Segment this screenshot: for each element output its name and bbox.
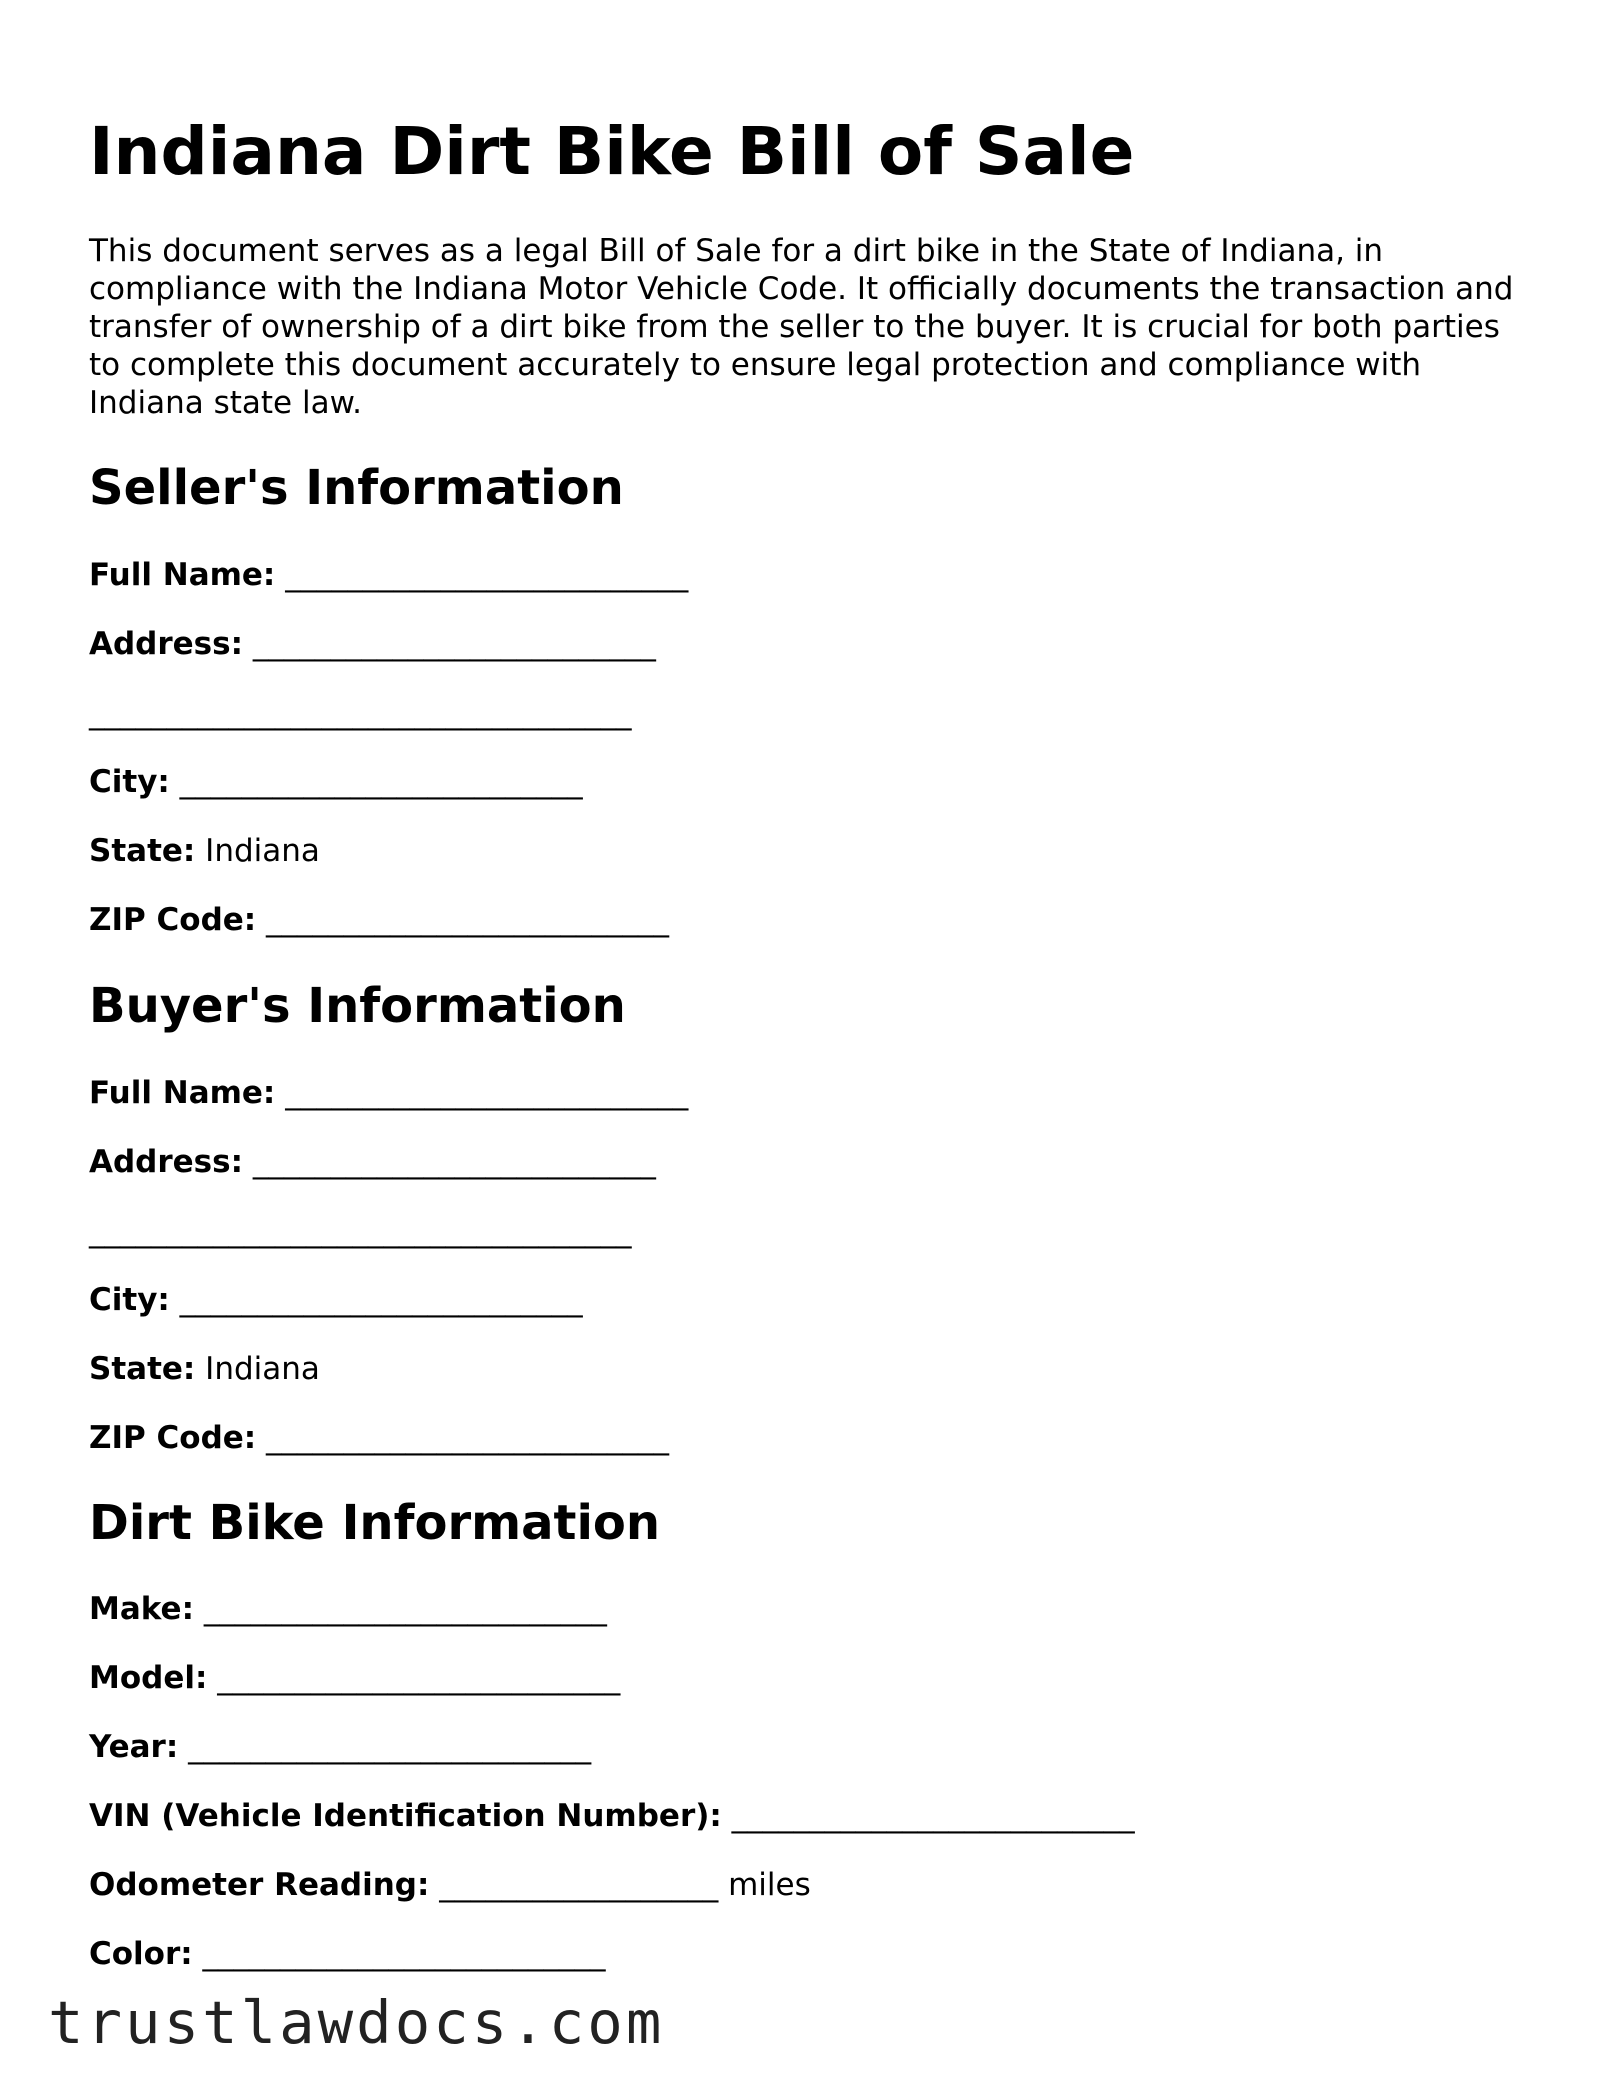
seller-city-label: City: (89, 764, 170, 800)
seller-address-field (89, 624, 656, 664)
seller-state-label: State: (89, 833, 196, 869)
buyer-zip-field (89, 1418, 669, 1458)
bike-odometer-label: Odometer Reading: (89, 1867, 430, 1903)
bike-make-label: Make: (89, 1591, 194, 1627)
bike-odometer-unit: miles (728, 1867, 811, 1903)
buyer-state-label: State: (89, 1351, 196, 1387)
seller-full-name-field (89, 555, 688, 595)
bike-odometer-blank[interactable]: __________________ (439, 1867, 719, 1903)
buyer-city-label: City: (89, 1282, 170, 1318)
buyer-full-name-label: Full Name: (89, 1075, 276, 1111)
buyer-zip-label: ZIP Code: (89, 1420, 257, 1456)
seller-state-value: Indiana (205, 833, 320, 869)
intro-paragraph: This document serves as a legal Bill of Sale for a dirt bike in the State of Indiana, in compliance with the Indiana Motor Vehicle Code. It officially documents the transaction and transfer of ownership of a dirt bike from the seller to the buyer. It is crucial for both parties to complete this document accurately to ensure legal protection and compliance with Indiana state law. (89, 233, 1514, 421)
seller-zip-blank[interactable]: __________________________ (266, 902, 670, 938)
buyer-city-blank[interactable]: __________________________ (179, 1282, 583, 1318)
bike-year-field (89, 1727, 591, 1767)
bike-heading: Dirt Bike Information (89, 1495, 661, 1551)
seller-city-blank[interactable]: __________________________ (179, 764, 583, 800)
buyer-full-name-field (89, 1073, 688, 1113)
seller-address-line2-field (89, 693, 632, 733)
bike-make-field (89, 1589, 607, 1629)
bike-year-label: Year: (89, 1729, 179, 1765)
seller-city-field (89, 762, 583, 802)
seller-address-line2-blank[interactable]: ___________________________________ (89, 695, 632, 731)
buyer-full-name-blank[interactable]: __________________________ (285, 1075, 689, 1111)
bike-make-blank[interactable]: __________________________ (203, 1591, 607, 1627)
seller-zip-field (89, 900, 669, 940)
buyer-state-value: Indiana (205, 1351, 320, 1387)
seller-full-name-blank[interactable]: __________________________ (285, 557, 689, 593)
buyer-address-blank[interactable]: __________________________ (252, 1144, 656, 1180)
seller-state-field (89, 831, 320, 871)
bike-vin-label: VIN (Vehicle Identification Number): (89, 1798, 722, 1834)
buyer-address-field (89, 1142, 656, 1182)
bike-model-blank[interactable]: __________________________ (217, 1660, 621, 1696)
buyer-zip-blank[interactable]: __________________________ (266, 1420, 670, 1456)
buyer-state-field (89, 1349, 320, 1389)
bike-model-label: Model: (89, 1660, 208, 1696)
bike-vin-field (89, 1796, 1135, 1836)
buyer-heading: Buyer's Information (89, 978, 626, 1034)
buyer-address-label: Address: (89, 1144, 243, 1180)
bike-color-field (89, 1934, 606, 1974)
page-title: Indiana Dirt Bike Bill of Sale (89, 113, 1135, 190)
buyer-address-line2-field (89, 1211, 632, 1251)
watermark: trustlawdocs.com (48, 1988, 665, 2057)
bike-model-field (89, 1658, 620, 1698)
seller-heading: Seller's Information (89, 460, 624, 516)
bike-vin-blank[interactable]: __________________________ (731, 1798, 1135, 1834)
bike-color-blank[interactable]: __________________________ (202, 1936, 606, 1972)
buyer-city-field (89, 1280, 583, 1320)
bike-year-blank[interactable]: __________________________ (188, 1729, 592, 1765)
seller-full-name-label: Full Name: (89, 557, 276, 593)
seller-zip-label: ZIP Code: (89, 902, 257, 938)
seller-address-blank[interactable]: __________________________ (252, 626, 656, 662)
seller-address-label: Address: (89, 626, 243, 662)
bike-color-label: Color: (89, 1936, 193, 1972)
bike-odometer-field (89, 1865, 811, 1905)
buyer-address-line2-blank[interactable]: ___________________________________ (89, 1213, 632, 1249)
